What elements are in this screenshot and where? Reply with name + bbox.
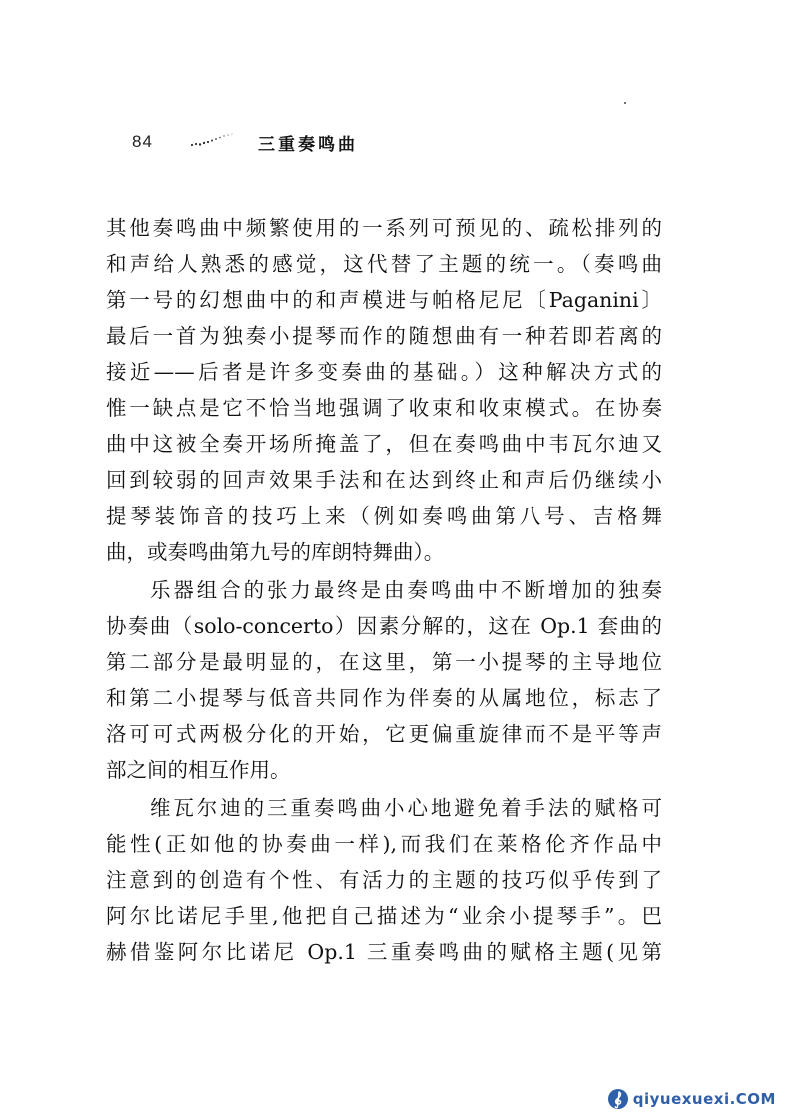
watermark-text: qiyuexuexi.COM <box>632 1090 776 1108</box>
scan-speck <box>624 102 626 104</box>
text-line: 最后一首为独奏小提琴而作的随想曲有一种若即若离的 <box>106 324 662 348</box>
treble-clef-icon <box>607 1088 629 1110</box>
page-header <box>132 128 652 158</box>
site-watermark <box>607 1088 776 1110</box>
text-line: 提琴装饰音的技巧上来（例如奏鸣曲第八号、吉格舞 <box>106 504 662 528</box>
text-line: 部之间的相互作用。 <box>106 758 291 782</box>
text-line: 其他奏鸣曲中频繁使用的一系列可预见的、疏松排列的 <box>106 216 662 240</box>
text-line: 阿尔比诺尼手里,他把自己描述为“业余小提琴手”。巴 <box>106 904 662 928</box>
text-line: 接近——后者是许多变奏曲的基础。）这种解决方式的 <box>106 360 662 384</box>
text-line: 洛可可式两极分化的开始，它更偏重旋律而不是平等声 <box>106 722 662 746</box>
text-line: 曲，或奏鸣曲第九号的库朗特舞曲）。 <box>106 540 445 564</box>
paragraph-1 <box>106 210 662 570</box>
running-title: 三重奏鸣曲 <box>258 135 358 155</box>
text-line: 注意到的创造有个性、有活力的主题的技巧似乎传到了 <box>106 868 662 892</box>
text-line: 赫借鉴阿尔比诺尼 Op.1 三重奏鸣曲的赋格主题(见第 <box>106 940 662 964</box>
body-text <box>106 210 662 970</box>
text-line: 和声给人熟悉的感觉，这代替了主题的统一。（奏鸣曲 <box>106 252 662 276</box>
text-line: 乐器组合的张力最终是由奏鸣曲中不断增加的独奏 <box>150 578 662 602</box>
ornament-icon <box>188 130 238 150</box>
paragraph-2 <box>106 572 662 788</box>
text-line: 协奏曲（solo-concerto）因素分解的，这在 Op.1 套曲的 <box>106 614 662 638</box>
text-line: 回到较弱的回声效果手法和在达到终止和声后仍继续小 <box>106 468 662 492</box>
text-line: 和第二小提琴与低音共同作为伴奏的从属地位，标志了 <box>106 686 662 710</box>
paragraph-3 <box>106 790 662 970</box>
text-line: 惟一缺点是它不恰当地强调了收束和收束模式。在协奏 <box>106 396 662 420</box>
text-line: 能性(正如他的协奏曲一样),而我们在莱格伦齐作品中 <box>106 832 662 856</box>
text-line: 维瓦尔迪的三重奏鸣曲小心地避免着手法的赋格可 <box>150 796 662 820</box>
page-number: 84 <box>132 132 153 151</box>
text-line: 曲中这被全奏开场所掩盖了，但在奏鸣曲中韦瓦尔迪又 <box>106 432 662 456</box>
text-line: 第二部分是最明显的，在这里，第一小提琴的主导地位 <box>106 650 662 674</box>
text-line: 第一号的幻想曲中的和声模进与帕格尼尼〔Paganini〕 <box>106 288 662 312</box>
